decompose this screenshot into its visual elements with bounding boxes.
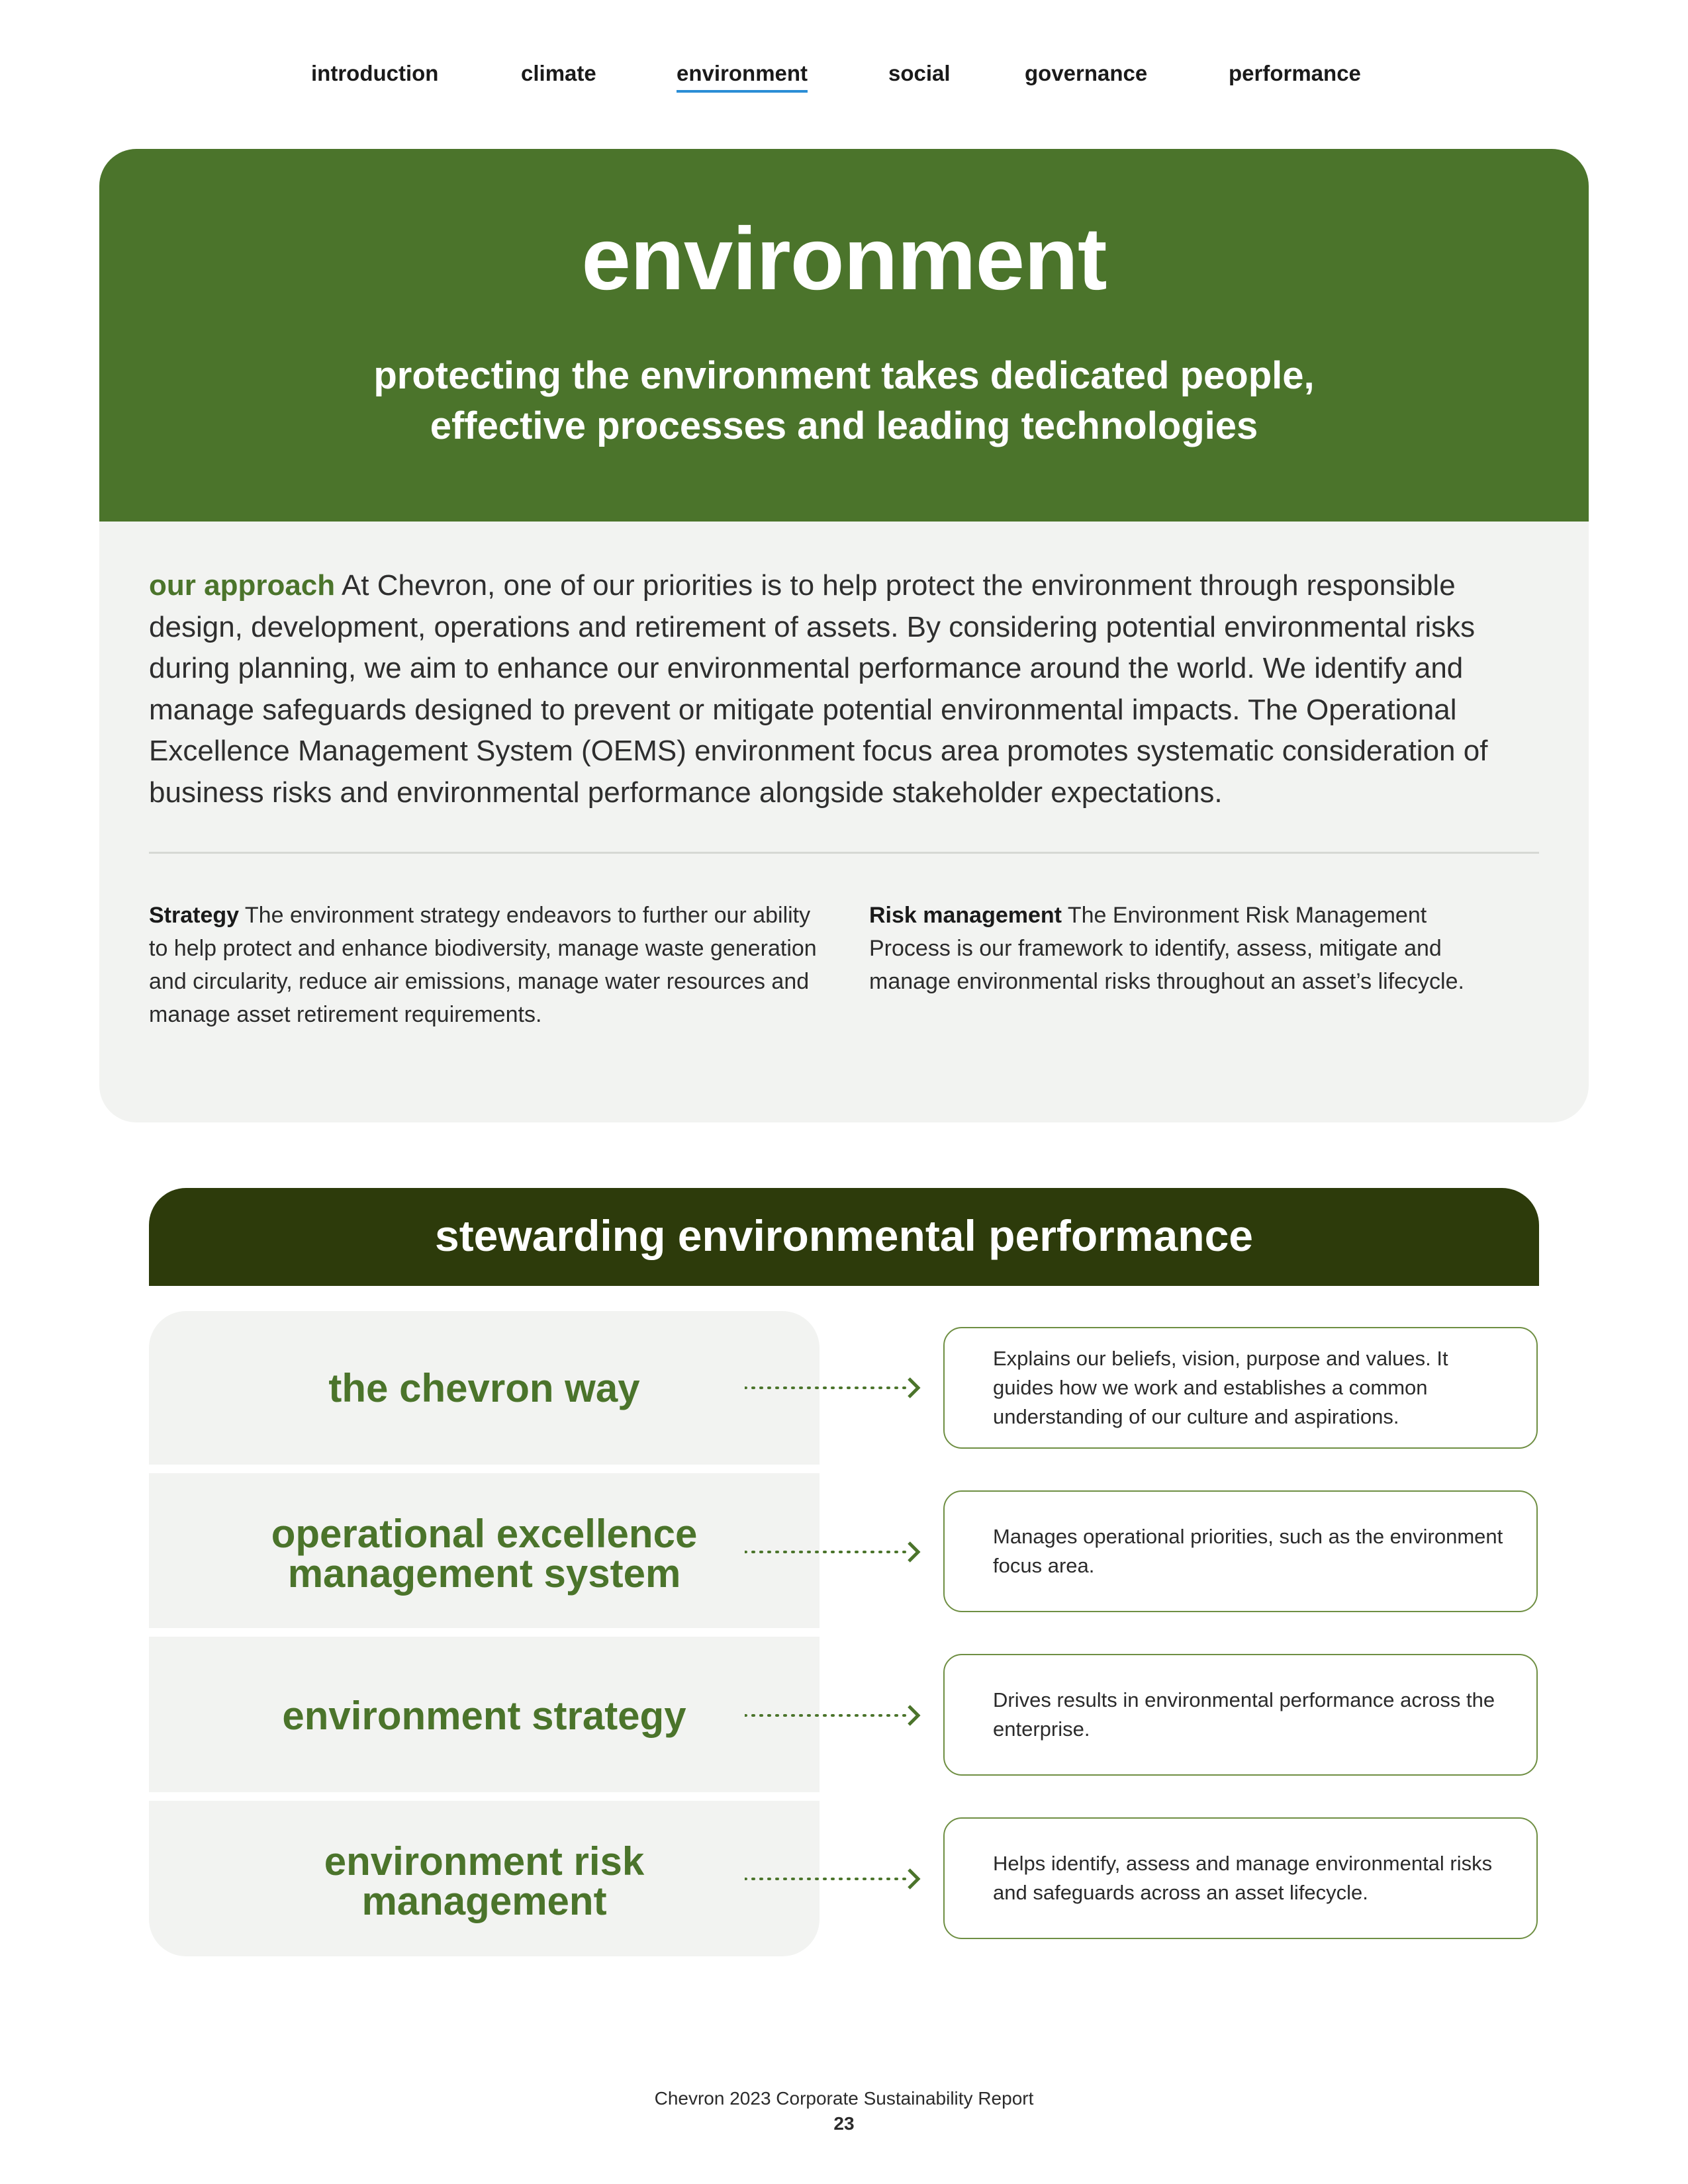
dotted-arrow-icon: [745, 1539, 923, 1565]
framework-label-line: operational excellence: [271, 1512, 698, 1556]
dotted-arrow-icon: [745, 1702, 923, 1729]
dotted-arrow-icon: [745, 1375, 923, 1401]
approach-paragraph: [149, 565, 1552, 813]
dotted-arrow-icon: [745, 1866, 923, 1892]
framework-label-oems: [149, 1514, 820, 1594]
hero-subtitle: [232, 351, 1456, 451]
approach-body: At Chevron, one of our priorities is to help protect the environment through responsible design, development, operations and retirement of assets. By considering potential environmental risks during planning, we aim to enhance our environmental performance around the world. We identify and manage safeguards designed to prevent or mitigate potential environmental impacts. The Operational Excellence Management System (OEMS) environment focus area promotes systematic consideration of business risks and environmental performance alongside stakeholder expectations.: [149, 569, 1488, 809]
footer-report-title: Chevron 2023 Corporate Sustainability Report: [654, 2088, 1034, 2109]
approach-lead: our approach: [149, 569, 336, 602]
risk-management-body: The Environment Risk Management Process is our framework to identify, assess, mitigate and manage environmental risks throughout an asset’s lifecycle.: [869, 903, 1464, 994]
risk-management-paragraph: [869, 899, 1465, 998]
stewarding-header: [149, 1188, 1539, 1286]
framework-label-line: environment strategy: [282, 1694, 686, 1738]
hero-banner: [99, 149, 1589, 522]
framework-description-box: [943, 1327, 1538, 1449]
hero-subtitle-line-2: effective processes and leading technologies: [430, 404, 1258, 447]
nav-social[interactable]: social: [888, 61, 951, 85]
strategy-body: The environment strategy endeavors to further our ability to help protect and enhance biodiversity, manage waste generation and circularity, reduce air emissions, manage water resources and manage asset retirement requirements.: [149, 903, 817, 1027]
page-title: environment: [581, 210, 1107, 308]
framework-description: Helps identify, assess and manage environmental risks and safeguards across an asset lifecycle.: [993, 1852, 1493, 1904]
nav-introduction[interactable]: introduction: [311, 61, 439, 85]
framework-label-line: management system: [287, 1551, 681, 1596]
framework-description-box: [943, 1817, 1538, 1939]
stewarding-title: stewarding environmental performance: [435, 1211, 1253, 1260]
row-divider: [149, 1465, 820, 1473]
framework-description-box: [943, 1490, 1538, 1612]
framework-label-line: the chevron way: [328, 1366, 640, 1410]
framework-label-line: management: [361, 1879, 607, 1923]
framework-label-line: environment risk: [324, 1839, 645, 1884]
framework-description: Manages operational priorities, such as the environment focus area.: [993, 1525, 1503, 1577]
nav-governance[interactable]: governance: [1025, 61, 1148, 85]
section-nav: [0, 61, 1688, 101]
row-divider: [149, 1628, 820, 1637]
strategy-paragraph: [149, 899, 818, 1031]
page-number: 23: [833, 2113, 855, 2134]
framework-label-environment-strategy: [149, 1696, 820, 1736]
hero-subtitle-line-1: protecting the environment takes dedicated people,: [373, 354, 1315, 397]
risk-management-lead: Risk management: [869, 903, 1062, 928]
nav-performance[interactable]: performance: [1229, 61, 1361, 85]
approach-divider: [149, 852, 1539, 854]
framework-label-chevron-way: [149, 1366, 820, 1410]
nav-environment[interactable]: environment: [677, 61, 808, 93]
framework-description: Drives results in environmental performance across the enterprise.: [993, 1688, 1495, 1741]
framework-description-box: [943, 1654, 1538, 1776]
nav-climate[interactable]: climate: [521, 61, 596, 85]
strategy-lead: Strategy: [149, 903, 240, 928]
approach-panel: [99, 522, 1589, 1122]
framework-label-environment-risk-management: [149, 1839, 820, 1923]
framework-description: Explains our beliefs, vision, purpose and values. It guides how we work and establishes a common understanding of our culture and aspirations.: [993, 1347, 1448, 1428]
row-divider: [149, 1792, 820, 1801]
